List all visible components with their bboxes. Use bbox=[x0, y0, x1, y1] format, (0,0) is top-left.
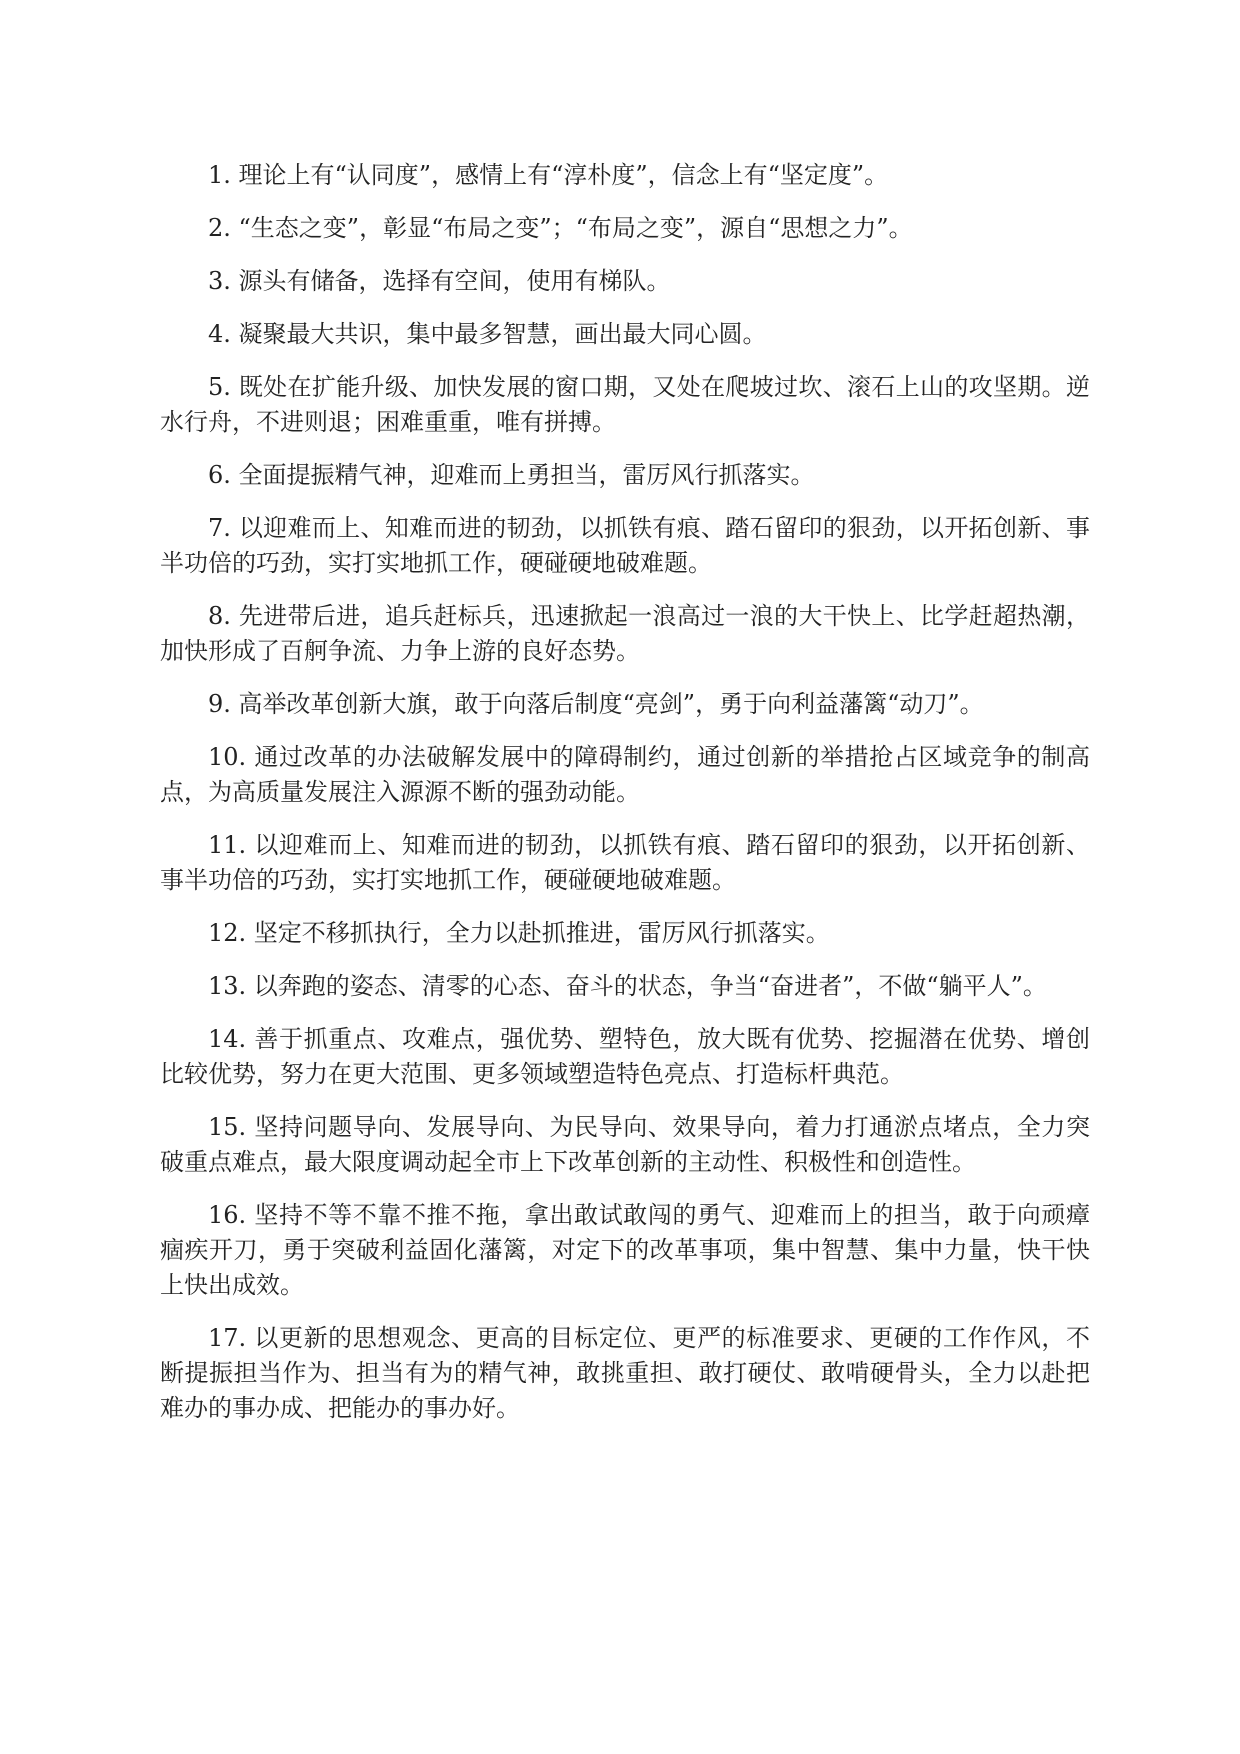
paragraph-16: 16. 坚持不等不靠不推不拖，拿出敢试敢闯的勇气、迎难而上的担当，敢于向顽瘴痼疾开刀，勇于突破利益固化藩篱，对定下的改革事项，集中智慧、集中力量，快干快上快出成效。 bbox=[160, 1201, 1090, 1299]
paragraph-4: 4. 凝聚最大共识，集中最多智慧，画出最大同心圆。 bbox=[208, 320, 767, 348]
paragraph-12: 12. 坚定不移抓执行，全力以赴抓推进，雷厉风行抓落实。 bbox=[208, 919, 830, 947]
paragraph-15: 15. 坚持问题导向、发展导向、为民导向、效果导向，着力打通淤点堵点，全力突破重点难点，最大限度调动起全市上下改革创新的主动性、积极性和创造性。 bbox=[160, 1113, 1090, 1176]
paragraph-6: 6. 全面提振精气神，迎难而上勇担当，雷厉风行抓落实。 bbox=[208, 461, 815, 489]
paragraph-8: 8. 先进带后进，追兵赶标兵，迅速掀起一浪高过一浪的大干快上、比学赶超热潮，加快形成了百舸争流、力争上游的良好态势。 bbox=[160, 602, 1090, 665]
paragraph-17: 17. 以更新的思想观念、更高的目标定位、更严的标准要求、更硬的工作作风，不断提振担当作为、担当有为的精气神，敢挑重担、敢打硬仗、敢啃硬骨头，全力以赴把难办的事办成、把能办的事办好。 bbox=[160, 1324, 1090, 1422]
document-page bbox=[160, 158, 1090, 1444]
paragraph-13: 13. 以奔跑的姿态、清零的心态、奋斗的状态，争当“奋进者”，不做“躺平人”。 bbox=[208, 972, 1047, 1000]
paragraph-2: 2. “生态之变”，彰显“布局之变”；“布局之变”，源自“思想之力”。 bbox=[208, 214, 913, 242]
paragraph-11: 11. 以迎难而上、知难而进的韧劲，以抓铁有痕、踏石留印的狠劲，以开拓创新、事半功倍的巧劲，实打实地抓工作，硬碰硬地破难题。 bbox=[160, 831, 1090, 894]
paragraph-7: 7. 以迎难而上、知难而进的韧劲，以抓铁有痕、踏石留印的狠劲，以开拓创新、事半功倍的巧劲，实打实地抓工作，硬碰硬地破难题。 bbox=[160, 514, 1090, 577]
paragraph-14: 14. 善于抓重点、攻难点，强优势、塑特色，放大既有优势、挖掘潜在优势、增创比较优势，努力在更大范围、更多领域塑造特色亮点、打造标杆典范。 bbox=[160, 1025, 1090, 1088]
paragraph-3: 3. 源头有储备，选择有空间，使用有梯队。 bbox=[208, 267, 671, 295]
paragraph-5: 5. 既处在扩能升级、加快发展的窗口期，又处在爬坡过坎、滚石上山的攻坚期。逆水行舟，不进则退；困难重重，唯有拼搏。 bbox=[160, 373, 1090, 436]
paragraph-1: 1. 理论上有“认同度”，感情上有“淳朴度”，信念上有“坚定度”。 bbox=[208, 161, 889, 189]
paragraph-9: 9. 高举改革创新大旗，敢于向落后制度“亮剑”，勇于向利益藩篱“动刀”。 bbox=[208, 690, 984, 718]
paragraph-10: 10. 通过改革的办法破解发展中的障碍制约，通过创新的举措抢占区域竞争的制高点，为高质量发展注入源源不断的强劲动能。 bbox=[160, 743, 1090, 806]
